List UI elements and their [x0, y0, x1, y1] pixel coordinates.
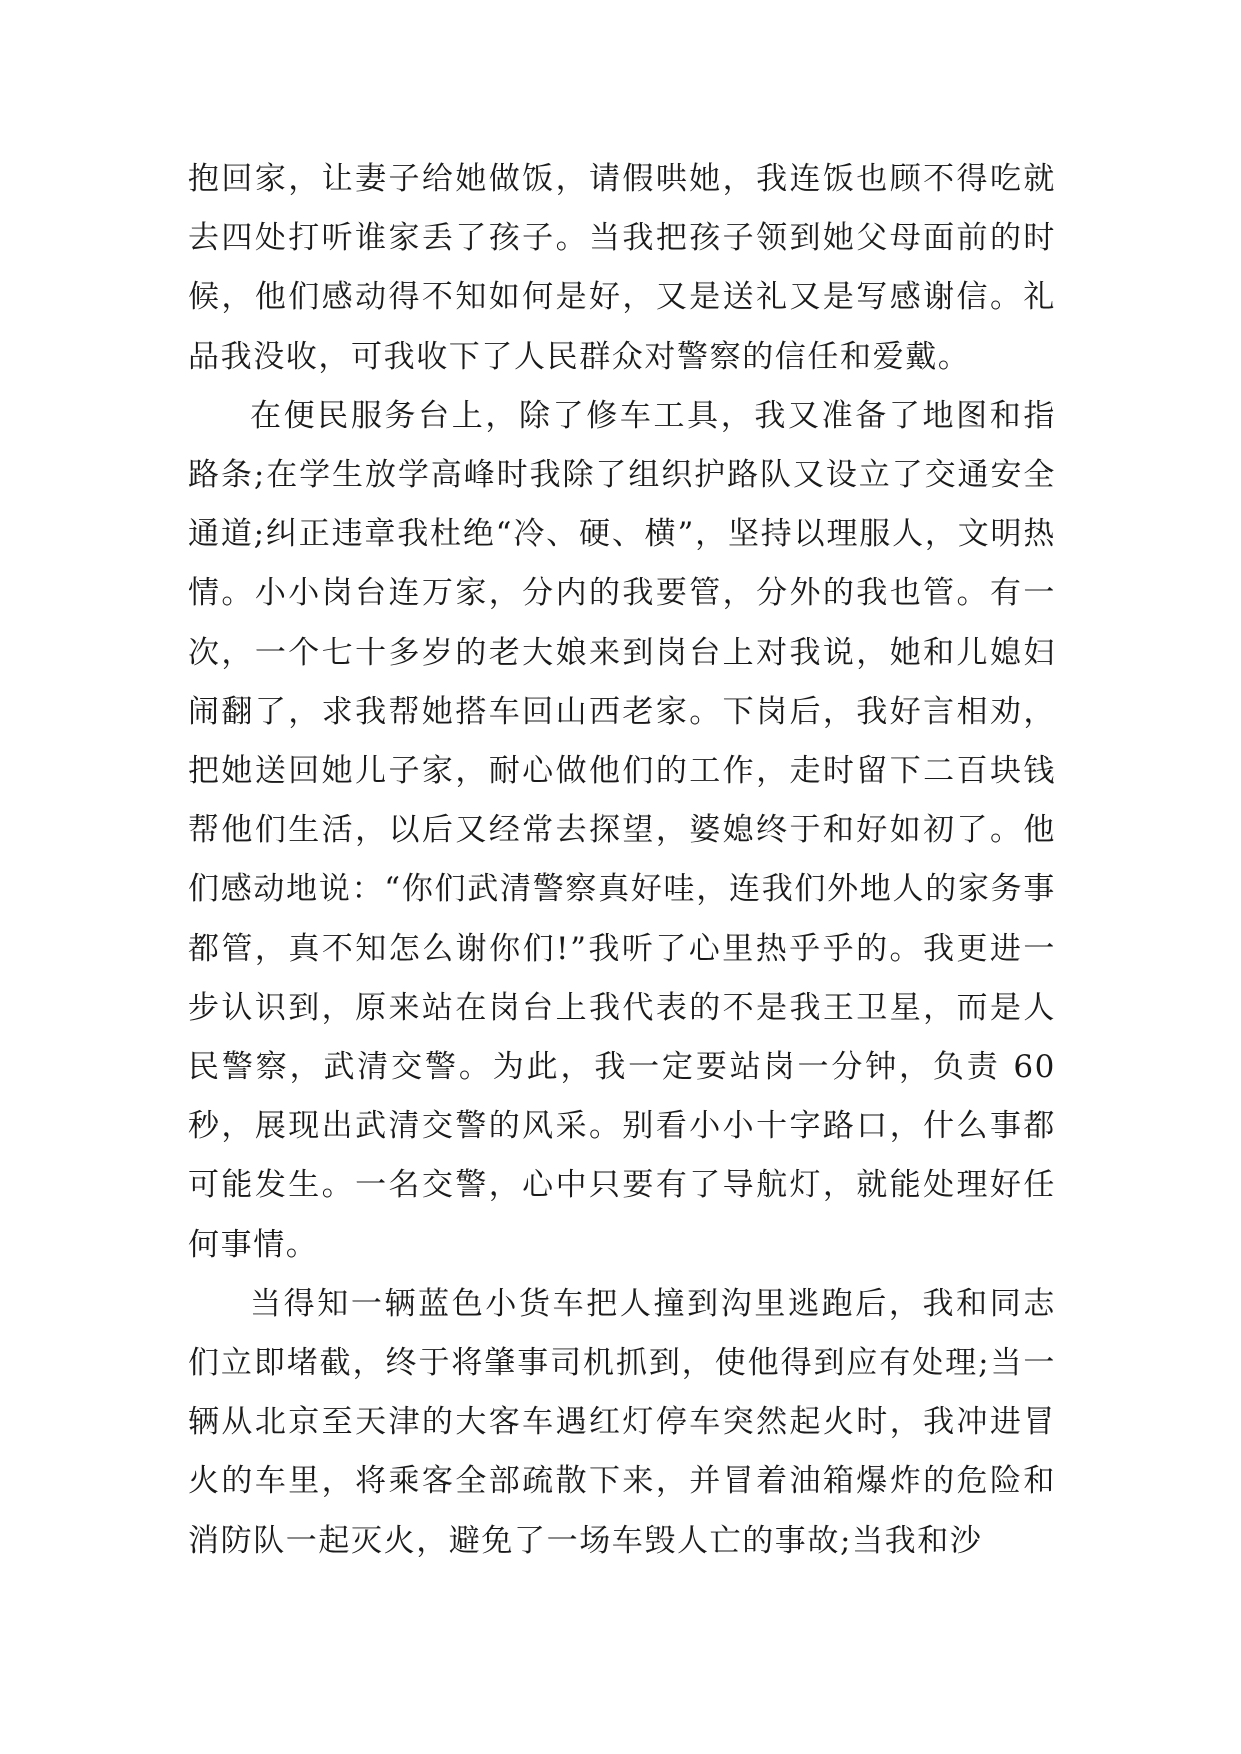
paragraph-1: 抱回家，让妻子给她做饭，请假哄她，我连饭也顾不得吃就去四处打听谁家丢了孩子。当我把孩子领到她父母面前的时候，他们感动得不知如何是好，又是送礼又是写感谢信。礼品我没收，可我收下了人民群众对警察的信任和爱戴。 [188, 161, 1056, 375]
paragraph-2: 在便民服务台上，除了修车工具，我又准备了地图和指路条;在学生放学高峰时我除了组织护路队又设立了交通安全通道;纠正违章我杜绝“冷、硬、横”，坚持以理服人，文明热情。小小岗台连万家，分内的我要管，分外的我也管。有一次，一个七十多岁的老大娘来到岗台上对我说，她和儿媳妇闹翻了，求我帮她搭车回山西老家。下岗后，我好言相劝，把她送回她儿子家，耐心做他们的工作，走时留下二百块钱帮他们生活，以后又经常去探望，婆媳终于和好如初了。他们感动地说：“你们武清警察真好哇，连我们外地人的家务事都管，真不知怎么谢你们!”我听了心里热乎乎的。我更进一步认识到，原来站在岗台上我代表的不是我王卫星，而是人民警察，武清交警。为此，我一定要站岗一分钟，负责 60 秒，展现出武清交警的风采。别看小小十字路口，什么事都可能发生。一名交警，心中只要有了导航灯，就能处理好任何事情。 [188, 397, 1056, 1263]
paragraph-3: 当得知一辆蓝色小货车把人撞到沟里逃跑后，我和同志们立即堵截，终于将肇事司机抓到，使他得到应有处理;当一辆从北京至天津的大客车遇红灯停车突然起火时，我冲进冒火的车里，将乘客全部疏散下来，并冒着油箱爆炸的危险和消防队一起灭火，避免了一场车毁人亡的事故;当我和沙 [188, 1285, 1056, 1559]
document-body [188, 150, 1056, 1571]
